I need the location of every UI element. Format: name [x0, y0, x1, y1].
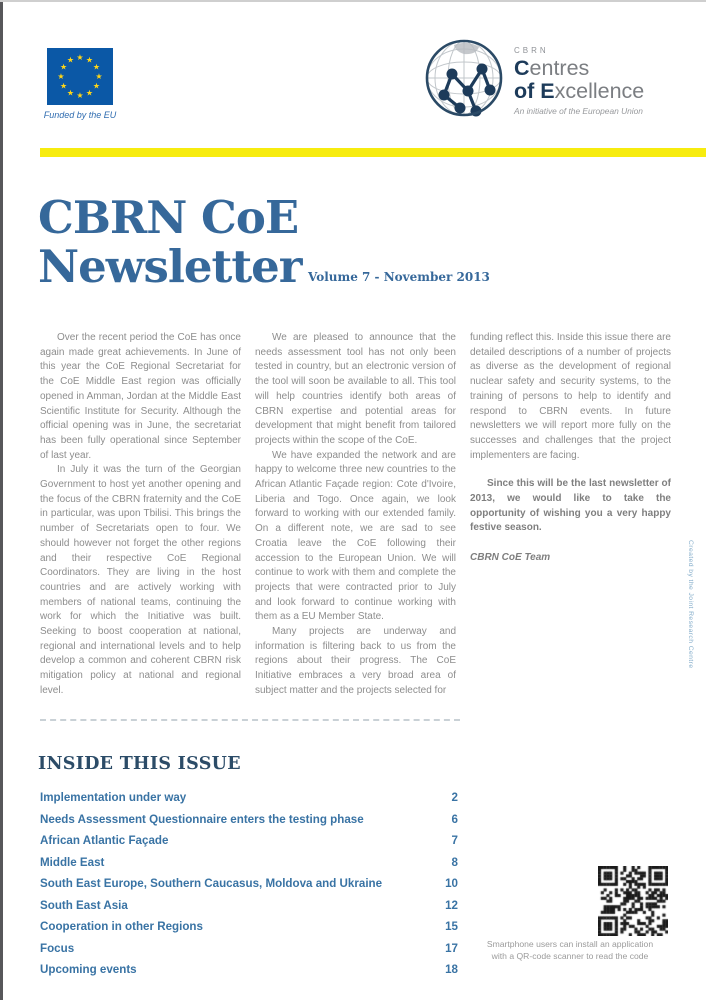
inside-this-issue-heading: INSIDE THIS ISSUE — [38, 754, 241, 774]
toc-item-page: 7 — [451, 834, 458, 847]
coe-logo — [424, 38, 644, 123]
body-column-2 — [255, 331, 456, 699]
logo-centres-rest: entres — [529, 55, 590, 80]
body-paragraph: funding reflect this. Inside this issue there are detailed descriptions of a number of projects as diverse as the development of regional nuclear safety and security systems, to the training of persons to help to identify and respond to CBRN events. In future newsletters we will report more fully on the successes and challenges that the project implementers are facing. — [470, 332, 671, 461]
coe-logo-text — [514, 46, 644, 116]
qr-caption-line1: Smartphone users can install an application — [486, 939, 654, 949]
toc-item[interactable] — [40, 920, 458, 942]
toc-item[interactable] — [40, 791, 458, 813]
toc-item-label: African Atlantic Façade — [40, 834, 169, 847]
toc-item[interactable] — [40, 813, 458, 835]
toc-item-label: Cooperation in other Regions — [40, 920, 203, 933]
logo-of: of — [514, 78, 541, 103]
toc-item[interactable] — [40, 834, 458, 856]
newsletter-title-line2: Newsletter — [38, 240, 302, 293]
toc-item[interactable] — [40, 899, 458, 921]
volume-date: Volume 7 - November 2013 — [308, 270, 490, 284]
toc-item-label: South East Europe, Southern Caucasus, Moldova and Ukraine — [40, 877, 383, 890]
toc-item-page: 2 — [451, 791, 458, 804]
accent-bar — [40, 148, 706, 157]
toc-item-page: 12 — [445, 898, 458, 912]
eu-flag-icon: ★ ★ ★ ★ ★ ★ ★ ★ ★ ★ ★ ★ — [47, 48, 113, 105]
qr-caption — [462, 938, 678, 962]
toc-item-label: Middle East — [40, 855, 105, 869]
logo-centres-line — [514, 57, 644, 80]
vertical-credit: Created by the Joint Research Centre — [687, 540, 694, 669]
body-paragraph: Since this will be the last newsletter of 2013, we would like to take the opportunity of wishing you a very happy festive season. — [470, 478, 671, 534]
toc-item-label: Implementation under way — [40, 791, 187, 804]
body-column-1 — [40, 331, 241, 699]
body-paragraph: CBRN CoE Team — [470, 552, 551, 564]
newsletter-title — [38, 193, 301, 291]
newsletter-title-line1: CBRN CoE — [38, 191, 299, 244]
globe-network-icon — [424, 38, 504, 123]
toc-item[interactable] — [40, 963, 458, 985]
toc-item-page: 15 — [445, 920, 458, 933]
scan-edge-top — [0, 0, 706, 2]
body-paragraph: Many projects are underway and information is filtering back to us from the regions about their progress. The CoE Initiative embraces a very broad area of subject matter and the projects selected for — [255, 626, 456, 696]
toc-item[interactable] — [40, 877, 458, 899]
logo-excellence-rest: xcellence — [554, 78, 645, 103]
toc-item-page: 17 — [445, 941, 458, 955]
logo-c-initial: C — [514, 55, 530, 80]
qr-code — [598, 866, 668, 936]
body-paragraph: Over the recent period the CoE has once again made great achievements. In June of this year the CoE Regional Secretariat for the CoE Middle East region was officially opened in Amman, Jordan at the Middle East Scientific Institute for Security. Although the official opening was in June, the secretariat has been fully operational since September of last year. — [40, 332, 241, 461]
dotted-divider — [40, 719, 460, 721]
toc-item-page: 8 — [451, 855, 458, 869]
logo-tagline: An initiative of the European Union — [514, 105, 643, 116]
toc-item[interactable] — [40, 942, 458, 964]
toc-item-page: 10 — [445, 877, 458, 890]
eu-flag-caption: Funded by the EU — [43, 110, 117, 120]
qr-caption-line2: with a QR-code scanner to read the code — [491, 951, 649, 961]
toc-item-label: Needs Assessment Questionnaire enters the testing phase — [40, 812, 364, 826]
body-column-3 — [470, 331, 671, 699]
toc-item-label: Upcoming events — [40, 963, 137, 976]
toc-item[interactable] — [40, 856, 458, 878]
body-paragraph: We have expanded the network and are happy to welcome three new countries to the African Atlantic Façade region: Cote d'Ivoire, Liberia and Togo. Once again, we look forward to working with our extended family. On a different note, we are sad to see Croatia leave the CoE following their accession to the European Union. We will continue to work with them and complete the projects that were contracted prior to July and look forward to continue working with them as a EU Member State. — [255, 449, 456, 623]
body-paragraph: We are pleased to announce that the needs assessment tool has not only been tested in country, but an electronic version of the tool will soon be available to all. This tool will help countries identify both areas of CBRN expertise and potential areas for development that might benefit from tailored projects within the scope of the CoE. — [255, 332, 456, 446]
editorial-columns — [40, 331, 672, 699]
toc-item-label: South East Asia — [40, 898, 128, 912]
toc-item-page: 18 — [445, 963, 458, 976]
logo-excellence-line — [514, 80, 644, 103]
toc-item-label: Focus — [40, 941, 75, 955]
scan-edge-left — [0, 0, 3, 1000]
toc-list — [40, 791, 458, 985]
logo-e-initial: E — [540, 78, 555, 103]
toc-item-page: 6 — [451, 812, 458, 826]
logo-cbrn-label: CBRN — [514, 45, 549, 55]
body-paragraph: In July it was the turn of the Georgian Government to host yet another opening and the focus of the CBRN fraternity and the CoE in particular, was upon Tbilisi. This brings the number of Secretariats open to four. We should however not forget the other regions and their respective CoE Regional Coordinators. They are living in the host countries and are actively working with members of national teams, continuing the work for which the Initiative was built. Seeking to boost cooperation at national, regional and international levels and to help develop a common and coherent CBRN risk mitigation policy at national and regional level. — [40, 464, 241, 696]
